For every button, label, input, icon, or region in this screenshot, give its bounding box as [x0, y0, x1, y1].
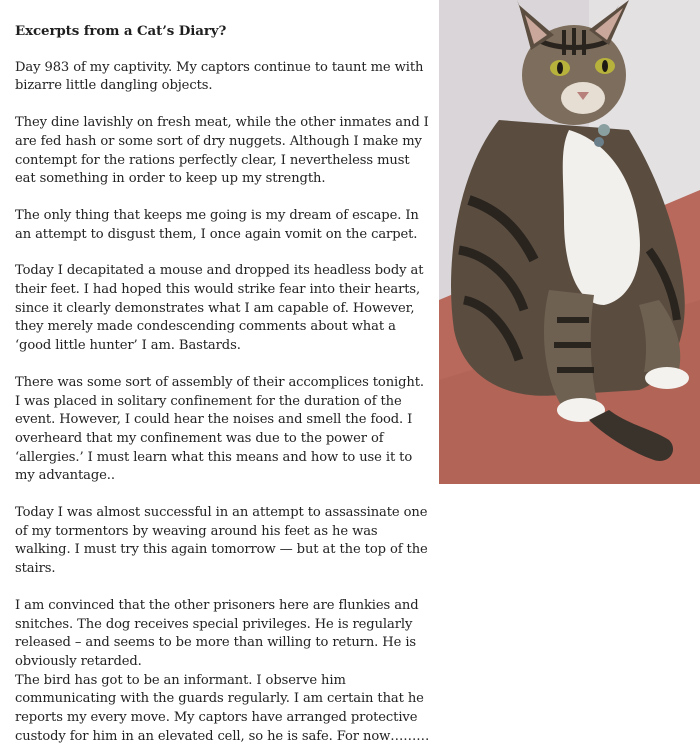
- diary-paragraph: There was some sort of assembly of their accomplices tonight. I was placed in solitary confinement for the duration of the event. However, I could hear the noises and smell the food. I overheard that my confinement was due to the power of ‘allergies.’ I must learn what this means and how to use it to my advantage..: [15, 374, 424, 484]
- diary-paragraph: They dine lavishly on fresh meat, while the other inmates and I are fed hash or some sort of dry nuggets. Although I make my contempt for the rations perfectly clear, I nevertheless must eat something in order to keep up my strength.: [15, 115, 429, 187]
- diary-paragraph: The bird has got to be an informant. I observe him communicating with the guards regularly. I am certain that he reports my every move. My captors have arranged protective custody for him in an elevated cell, so he is safe. For now………: [15, 672, 430, 744]
- diary-title: Excerpts from a Cat’s Diary?: [15, 23, 227, 39]
- diary-paragraph: The only thing that keeps me going is my dream of escape. In an attempt to disgust them, I once again vomit on the carpet.: [15, 207, 419, 242]
- diary-paragraph: Today I was almost successful in an attempt to assassinate one of my tormentors by weaving around his feet as he was walking. I must try this again tomorrow — but at the top of the stairs.: [15, 505, 428, 577]
- diary-paragraph: Day 983 of my captivity. My captors continue to taunt me with bizarre little dangling objects.: [15, 59, 424, 94]
- diary-paragraph: Today I decapitated a mouse and dropped its headless body at their feet. I had hoped this would strike fear into their hearts, since it clearly demonstrates what I am capable of. However, they merely made condescending comments about what a ‘good little hunter’ I am. Bastards.: [15, 263, 424, 354]
- diary-text-column: [15, 22, 433, 747]
- diary-paragraph: I am convinced that the other prisoners here are flunkies and snitches. The dog receives special privileges. He is regularly released – and seems to be more than willing to return. He is obviously retarded.: [15, 597, 419, 669]
- cat-photo: [439, 0, 700, 484]
